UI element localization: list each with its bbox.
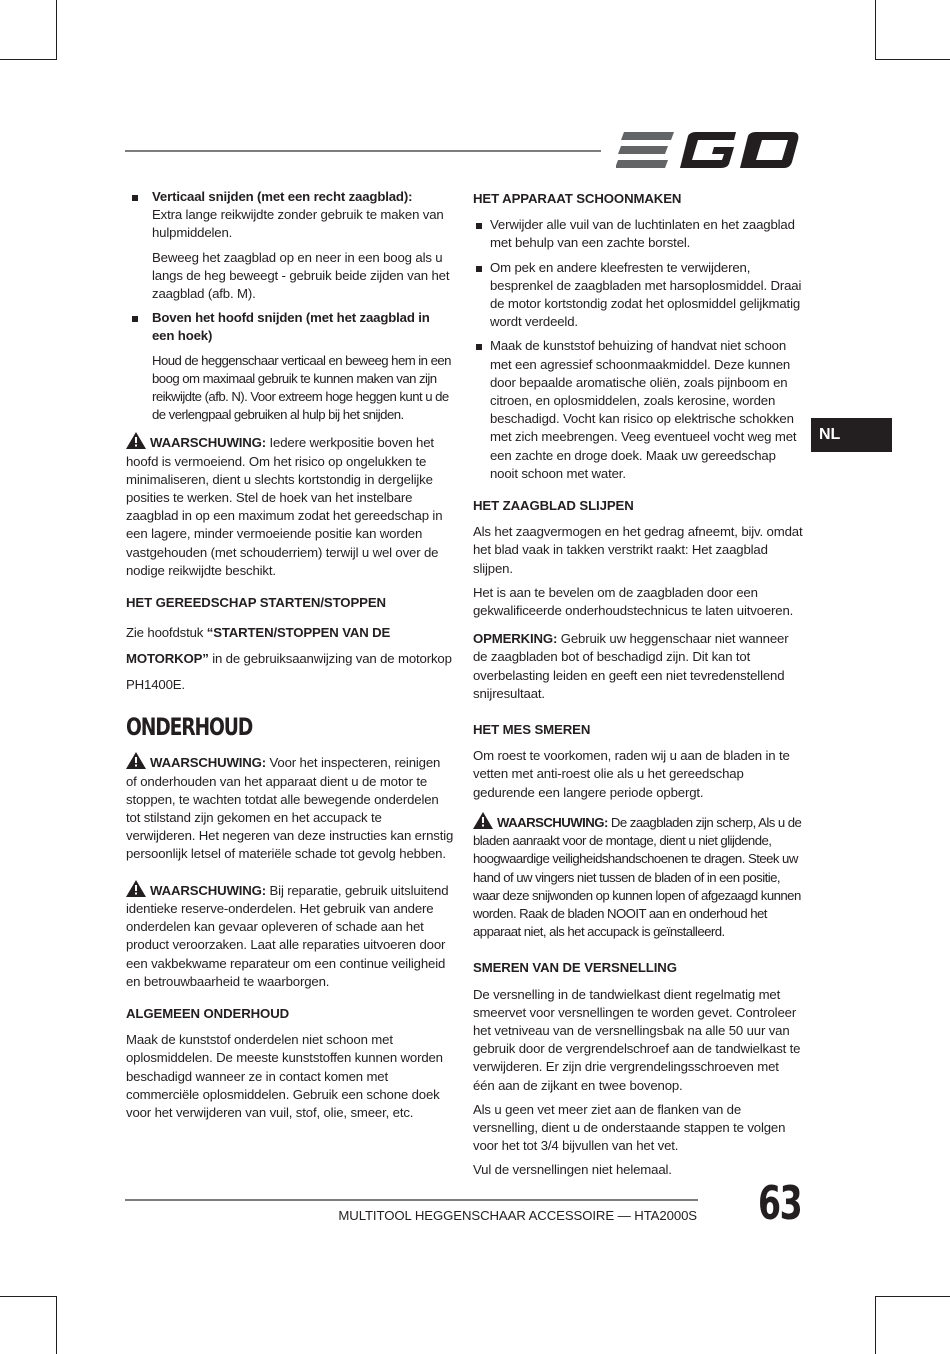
paragraph: De versnelling in de tandwielkast dient regelmatig met smeervet voor versnellingen te worden gevet. Controleer het vetniveau van de versnellingsbak na alle 50 uur van gebruik door de vergrendelschroef aan de tandwielkast te verwijderen. Er zijn drie vergrendelingsschroeven met één aan de zijkant en twee bovenop. bbox=[473, 986, 801, 1093]
warning-title: WAARSCHUWING: bbox=[150, 755, 266, 771]
paragraph: Het is aan te bevelen om de zaagbladen door een gekwalificeerde onderhoudstechnicus te laten uitvoeren. bbox=[473, 584, 794, 619]
bullet-overhead-cutting bbox=[126, 309, 454, 345]
paragraph: Maak de kunststof onderdelen niet schoon met oplosmiddelen. De meeste kunststoffen kunnen worden beschadigd wanneer ze in contact komen met commerciële oplosmiddelen. Gebruik een schone doek voor het verwijderen van vuil, stof, olie, smeer, etc. bbox=[126, 1032, 443, 1120]
footer-title: MULTITOOL HEGGENSCHAAR ACCESSOIRE — HTA2000S bbox=[338, 1208, 697, 1223]
warning-title: WAARSCHUWING: bbox=[150, 435, 266, 451]
section-heading: HET GEREEDSCHAP STARTEN/STOPPEN bbox=[126, 595, 386, 611]
section-heading: HET MES SMEREN bbox=[473, 722, 591, 738]
section-heading: SMEREN VAN DE VERSNELLING bbox=[473, 960, 677, 976]
crop-mark bbox=[875, 1296, 876, 1354]
section-heading: ALGEMEEN ONDERHOUD bbox=[126, 1005, 290, 1021]
list-item: Maak de kunststof behuizing of handvat niet schoon met een agressief schoonmaakmiddel. Deze kunnen door bepaalde aromatische oliën, zoals pijnboom en citroen, en oplosmiddelen, zoals kerosine, worden beschadigd. Vocht kan risico op elektrische schokken met zich meebrengen. Veeg eventueel vocht weg met een zachte en droge doek. Maak uw gereedschap nooit schoon met water. bbox=[473, 337, 803, 483]
list-item: Verwijder alle vuil van de luchtinlaten en het zaagblad met behulp van een zachte borstel. bbox=[473, 216, 803, 252]
footer-rule bbox=[125, 1199, 698, 1201]
paragraph: Als u geen vet meer ziet aan de flanken van de versnelling, dient u de onderstaande stappen te volgen voor het tot 3/4 bijvullen van het vet. bbox=[473, 1101, 786, 1154]
warning-block bbox=[473, 812, 803, 941]
chapter-reference: “STARTEN/STOPPEN VAN DE bbox=[206, 625, 391, 641]
text: in de gebruiksaanwijzing van de motorkop PH1400E. bbox=[126, 651, 452, 693]
paragraph: Houd de heggenschaar verticaal en beweeg hem in een boog om maximaal gebruik te kunnen maken van zijn reikwijdte (afb. N). Voor extreem hoge heggen kunt u de de verlengpaal gebruiken al hulp bij het snijden. bbox=[152, 352, 451, 423]
warning-text: De zaagbladen zijn scherp, Als u de bladen aanraakt voor de montage, dient u niet glijdende, hoogwaardige veiligheidshandschoenen te dragen. Steek uw hand of uw vingers niet tussen de bladen of in een positie, waar deze snijwonden op kunnen lopen of afgezaagd kunnen worden. Raak de bladen NOOIT aan en onderhoud het apparaat niet, als het accupack is geïnstalleerd. bbox=[473, 814, 802, 940]
chapter-reference: MOTORKOP” bbox=[126, 651, 209, 667]
warning-title: WAARSCHUWING: bbox=[150, 882, 266, 898]
crop-mark bbox=[875, 59, 950, 60]
warning-triangle-icon bbox=[126, 432, 146, 449]
warning-triangle-icon bbox=[473, 812, 493, 829]
left-column bbox=[126, 188, 454, 1128]
list-item: Om pek en andere kleefresten te verwijderen, besprenkel de zaagbladen met harsoplosmiddel. Draai de motor kortstondig zodat het oplosmiddel gelijkmatig wordt verdeeld. bbox=[473, 259, 803, 332]
crop-mark bbox=[875, 0, 876, 60]
paragraph: Om roest te voorkomen, raden wij u aan de bladen in te vetten met anti-roest olie als u het gereedschap gedurende een langere periode opbergt. bbox=[473, 748, 790, 800]
note-title: OPMERKING: bbox=[473, 631, 558, 647]
crop-mark bbox=[875, 1296, 950, 1297]
warning-block bbox=[126, 432, 454, 580]
ego-logo bbox=[616, 128, 800, 172]
paragraph bbox=[126, 620, 454, 698]
paragraph: Beweeg het zaagblad op en neer in een boog als u langs de heg beweegt - gebruik beide zijden van het zaagblad (afb. M). bbox=[152, 249, 450, 302]
bullet-title: Verticaal snijden (met een recht zaagblad): bbox=[152, 189, 413, 204]
bullet-text: Extra lange reikwijdte zonder gebruik te maken van hulpmiddelen. bbox=[152, 207, 444, 241]
warning-triangle-icon bbox=[126, 752, 146, 769]
warning-text: Bij reparatie, gebruik uitsluitend identieke reserve-onderdelen. Het gebruik van andere onderdelen kan gevaar opleveren of schade aan het product veroorzaken. Laat alle reparaties uitvoeren door een vakbekwame reparateur om een continue veiligheid en betrouwbaarheid te waarborgen. bbox=[126, 882, 449, 989]
paragraph: Vul de versnellingen niet helemaal. bbox=[473, 1162, 672, 1178]
crop-mark bbox=[56, 0, 57, 60]
warning-triangle-icon bbox=[126, 880, 146, 897]
header-rule bbox=[125, 150, 601, 152]
crop-mark bbox=[56, 1296, 57, 1354]
right-column bbox=[473, 188, 803, 1186]
warning-title: WAARSCHUWING: bbox=[497, 814, 608, 830]
note-text: Gebruik uw heggenschaar niet wanneer de zaagbladen bot of beschadigd zijn. Dit kan tot overbelasting leiden en geeft een niet tevredenstellend snijresultaat. bbox=[473, 631, 789, 701]
paragraph: Als het zaagvermogen en het gedrag afneemt, bijv. omdat het blad vaak in takken verstrikt raakt: Het zaagblad slijpen. bbox=[473, 524, 803, 576]
note-block bbox=[473, 630, 803, 703]
page-section-title: ONDERHOUD bbox=[126, 713, 253, 742]
bullet-vertical-cutting bbox=[126, 188, 454, 243]
crop-mark bbox=[0, 1296, 57, 1297]
text: Zie hoofdstuk bbox=[126, 625, 204, 641]
warning-block bbox=[126, 752, 454, 863]
bullet-title: Boven het hoofd snijden (met het zaagblad in een hoek) bbox=[152, 310, 430, 344]
warning-text: Voor het inspecteren, reinigen of onderhouden van het apparaat dient u de motor te stoppen, te wachten totdat alle bewegende onderdelen tot stilstand zijn gekomen en het accupack te verwijderen. Het negeren van deze instructies kan ernstig persoonlijk letsel of materiële schade tot gevolg hebben. bbox=[126, 755, 454, 862]
section-heading: HET APPARAAT SCHOONMAKEN bbox=[473, 191, 682, 206]
language-tab: NL bbox=[811, 418, 892, 452]
warning-text: Iedere werkpositie boven het hoofd is vermoeiend. Om het risico op ongelukken te minimaliseren, dient u slechts kortstondig in dergelijke posities te werken. Stel de hoek van het instelbare zaagblad in op een maximum zodat het gereedschap in een lagere, minder vermoeiende positie kan worden vastgehouden (met schouderriem) terwijl u wel over de nodige reikwijdte beschikt. bbox=[126, 435, 443, 578]
page-number: 63 bbox=[758, 1176, 802, 1230]
section-heading: HET ZAAGBLAD SLIJPEN bbox=[473, 498, 634, 514]
warning-block bbox=[126, 880, 454, 991]
crop-mark bbox=[0, 59, 57, 60]
